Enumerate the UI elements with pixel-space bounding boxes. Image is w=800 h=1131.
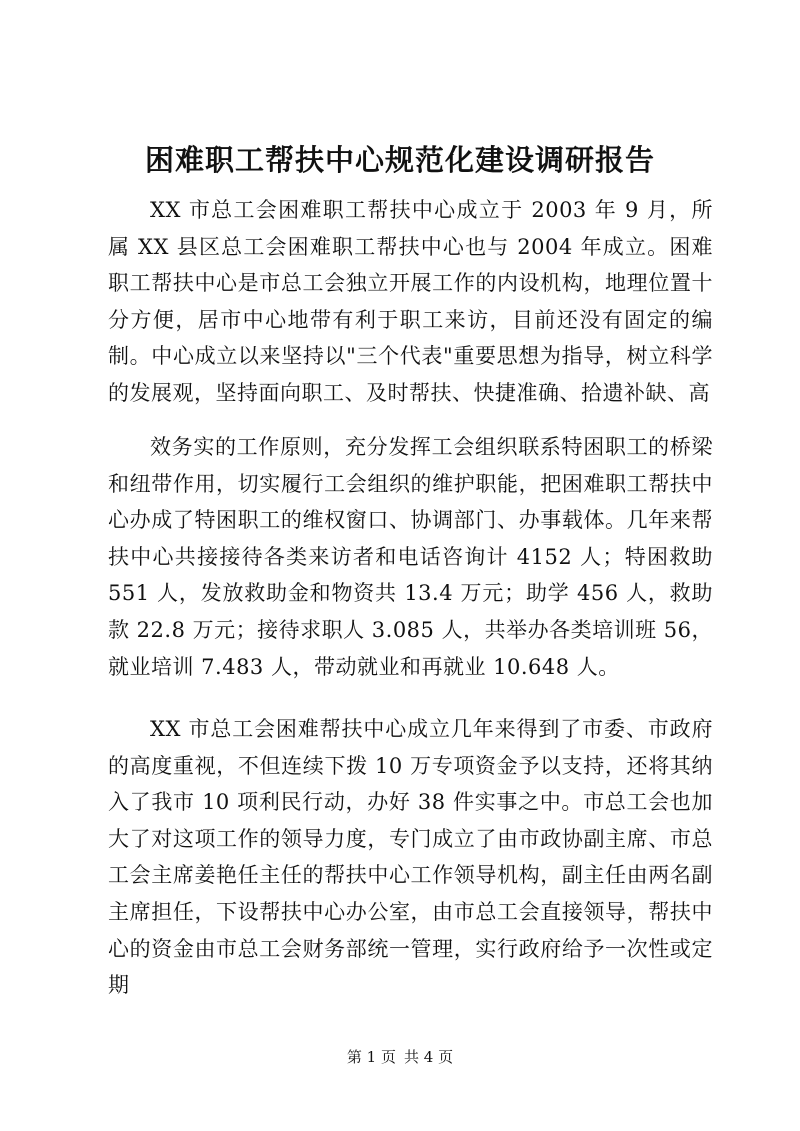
body-paragraph-2: 效务实的工作原则，充分发挥工会组织联系特困职工的桥梁和纽带作用，切实履行工会组织的维护职能，把困难职工帮扶中心办成了特困职工的维权窗口、协调部门、办事载体。几年来帮扶中心共接接待各类来访者和电话咨询计 4152 人；特困救助 551 人，发放救助金和物资共 13.4 万元；助学 456 人，救助款 22.8 万元；接待求职人 3.085 人，共举办各类培训班 56，就业培训 7.483 人，带动就业和再就业 10.648 人。 xyxy=(108,435,713,679)
page-footer xyxy=(0,1047,800,1067)
page-number: 第 1 页 xyxy=(346,1048,396,1066)
body-paragraph-3: XX 市总工会困难帮扶中心成立几年来得到了市委、市政府的高度重视，不但连续下拨 10 万专项资金予以支持，还将其纳入了我市 10 项利民行动，办好 38 件实事之中。市总工会也加大了对这项工作的领导力度，专门成立了由市政协副主席、市总工会主席姜艳任主任的帮扶中心工作领导机构，副主任由两名副主席担任，下设帮扶中心办公室，由市总工会直接领导，帮扶中心的资金由市总工会财务部统一管理，实行政府给予一次性或定期 xyxy=(108,717,713,998)
page-title: 困难职工帮扶中心规范化建设调研报告 xyxy=(144,143,655,177)
body-paragraph-1: XX 市总工会困难职工帮扶中心成立于 2003 年 9 月，所属 XX 县区总工会困难职工帮扶中心也与 2004 年成立。困难职工帮扶中心是市总工会独立开展工作的内设机构，地理位置十分方便，居市中心地带有利于职工来访，目前还没有固定的编制。中心成立以来坚持以"三个代表"重要思想为指导，树立科学的发展观，坚持面向职工、及时帮扶、快捷准确、拾遗补缺、高 xyxy=(108,198,713,405)
page-total: 共 4 页 xyxy=(404,1048,454,1066)
